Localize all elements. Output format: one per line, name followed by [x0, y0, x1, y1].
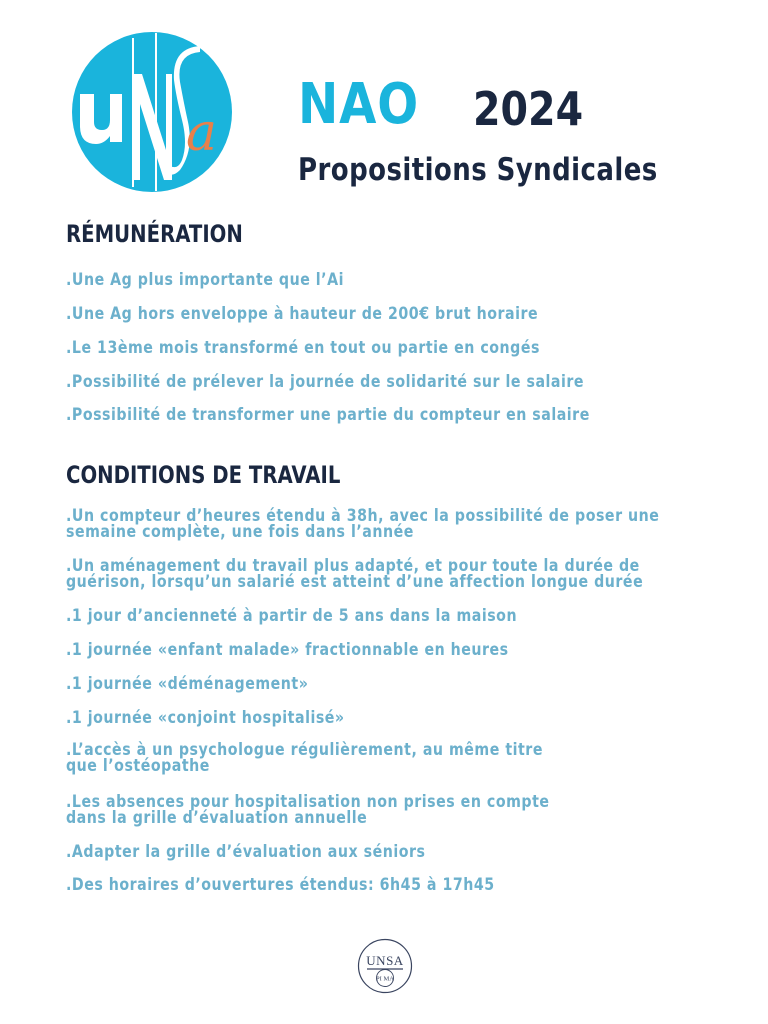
- list-item: .Possibilité de prélever la journée de solidarité sur le salaire: [66, 372, 585, 391]
- list-item: .L’accès à un psychologue régulièrement, au même titre que l’ostéopathe: [66, 740, 543, 775]
- list-item: .1 journée «conjoint hospitalisé»: [66, 708, 345, 727]
- list-item: .Le 13ème mois transformé en tout ou partie en congés: [66, 338, 540, 357]
- svg-text:UNSA: UNSA: [366, 953, 404, 968]
- list-item: .1 jour d’ancienneté à partir de 5 ans dans la maison: [66, 606, 518, 625]
- list-item: .Une Ag hors enveloppe à hauteur de 200€ brut horaire: [66, 304, 539, 323]
- list-item: .Possibilité de transformer une partie du compteur en salaire: [66, 405, 590, 424]
- unsa-pima-logo: [357, 938, 413, 994]
- section-title-remuneration: RÉMUNÉRATION: [66, 220, 243, 248]
- list-item: .Des horaires d’ouvertures étendus: 6h45 à 17h45: [66, 875, 495, 894]
- section-title-conditions-de-travail: CONDITIONS DE TRAVAIL: [66, 461, 341, 489]
- list-item: .Un compteur d’heures étendu à 38h, avec la possibilité de poser une semaine complète, une fois dans l’année: [66, 506, 660, 541]
- list-item: .1 journée «déménagement»: [66, 674, 309, 693]
- svg-text:a: a: [186, 103, 218, 163]
- svg-text:PI MA: PI MA: [376, 975, 394, 983]
- unsa-logo-icon: [72, 32, 232, 192]
- list-item: .Les absences pour hospitalisation non prises en compte dans la grille d’évaluation annuelle: [66, 792, 550, 827]
- list-item: .Un aménagement du travail plus adapté, et pour toute la durée de guérison, lorsqu’un salarié est atteint d’une affection longue durée: [66, 556, 644, 591]
- list-item: .Une Ag plus importante que l’Ai: [66, 270, 344, 289]
- unsa-pima-seal-icon: [357, 938, 413, 994]
- title-year: 2024: [473, 82, 584, 136]
- subtitle: Propositions Syndicales: [298, 152, 658, 188]
- list-item: .1 journée «enfant malade» fractionnable en heures: [66, 640, 509, 659]
- unsa-logo: [72, 32, 232, 192]
- title-nao: NAO: [298, 72, 420, 137]
- list-item: .Adapter la grille d’évaluation aux séniors: [66, 842, 426, 861]
